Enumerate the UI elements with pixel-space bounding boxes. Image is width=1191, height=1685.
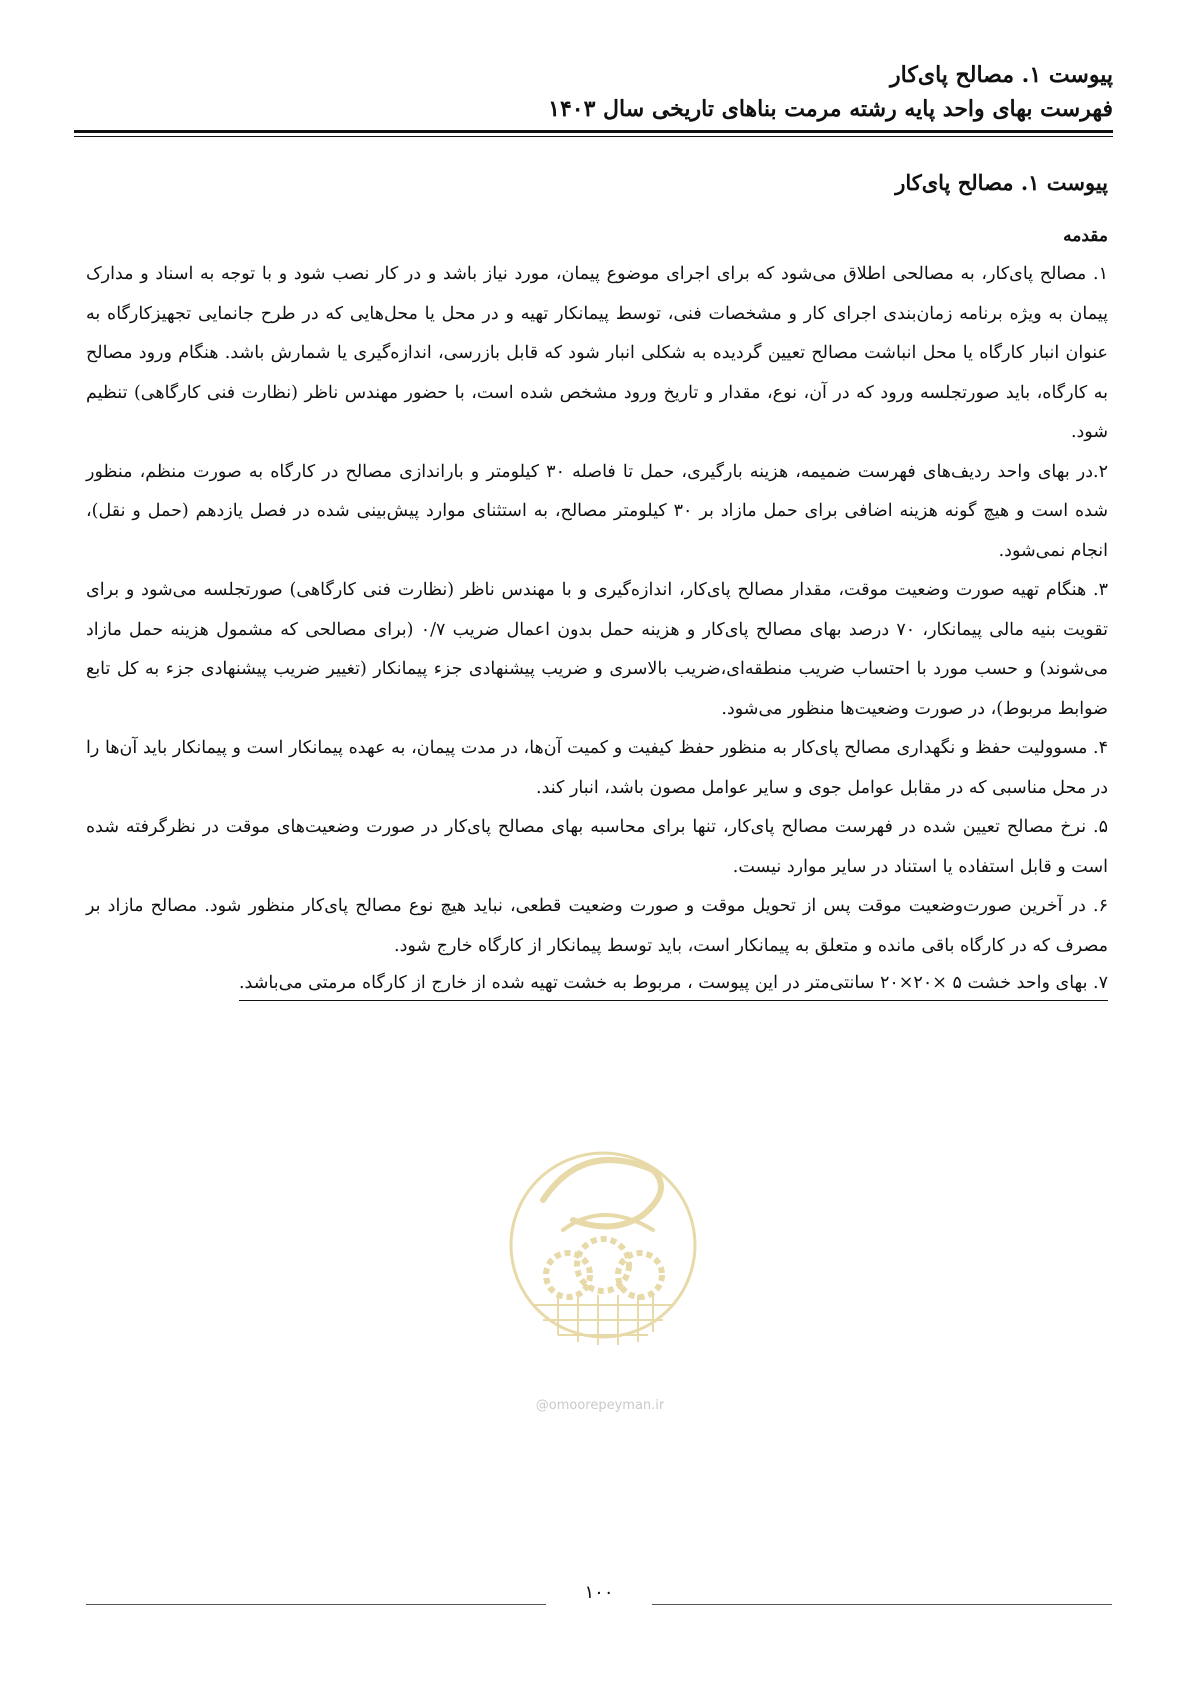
- paragraph-2: ۲.در بهای واحد ردیف‌های فهرست ضمیمه، هزینه بارگیری، حمل تا فاصله ۳۰ کیلومتر و باراندازی مصالح در کارگاه به صورت منظم، منظور شده است و هیچ گونه هزینه اضافی برای حمل مازاد بر ۳۰ کیلومتر مصالح، به استثنای موارد پیش‌بینی شده در فصل یازدهم (حمل و نقل)، انجام نمی‌شود.: [86, 461, 1108, 561]
- paragraph-6: ۶. در آخرین صورت‌وضعیت موقت پس از تحویل موقت و صورت وضعیت قطعی، نباید هیچ نوع مصالح پای‌کار منظور شود. مصالح مازاد بر مصرف که در کارگاه باقی مانده و متعلق به پیمانکار است، باید توسط پیمانکار از کارگاه خارج شود.: [86, 896, 1108, 956]
- main-content: [86, 165, 1108, 1001]
- paragraph-4: ۴. مسوولیت حفظ و نگهداری مصالح پای‌کار به منظور حفظ کیفیت و کمیت آن‌ها، در مدت پیمان، به عهده پیمانکار است و پیمانکار باید آن‌ها را در محل مناسبی که در مقابل عوامل جوی و سایر عوامل مصون باشد، انبار کند.: [86, 738, 1108, 798]
- paragraph-1: ۱. مصالح پای‌کار، به مصالحی اطلاق می‌شود که برای اجرای موضوع پیمان، مورد نیاز باشد و در کار نصب شود و با توجه به اسناد و مدارک پیمان به ویژه برنامه زمان‌بندی اجرای کار و مشخصات فنی، توسط پیمانکار تهیه و در محل یا محل‌هایی که در طرح جانمایی تجهیزکارگاه به عنوان انبار کارگاه یا محل انباشت مصالح تعیین گردیده به شکلی انبار شود که قابل بازرسی، اندازه‌گیری یا شمارش باشد. هنگام ورود مصالح به کارگاه، باید صورتجلسه ورود که در آن، نوع، مقدار و تاریخ ورود مشخص شده است، با حضور مهندس ناظر (نظارت فنی کارگاهی) تنظیم شود.: [86, 264, 1108, 442]
- page-number: ۱۰۰: [584, 1582, 614, 1603]
- paragraph-7: ۷. بهای واحد خشت ۵ ×۲۰×۲۰ سانتی‌متر در این پیوست ، مربوط به خشت تهیه شده از خارج از کارگاه مرمتی می‌باشد.: [239, 966, 1108, 1001]
- section-title: پیوست ۱. مصالح پای‌کار: [895, 170, 1108, 195]
- intro-label: مقدمه: [1063, 226, 1108, 246]
- watermark-logo-icon: [503, 1120, 703, 1370]
- page-header: [74, 58, 1113, 126]
- footer-rule-right: [652, 1604, 1112, 1605]
- footer-rule-left: [86, 1604, 546, 1605]
- header-catalog-title: فهرست بهای واحد پایه رشته مرمت بناهای تاریخی سال ۱۴۰۳: [548, 96, 1113, 122]
- paragraph-3: ۳. هنگام تهیه صورت وضعیت موقت، مقدار مصالح پای‌کار، اندازه‌گیری و با مهندس ناظر (نظارت فنی کارگاهی) صورتجلسه می‌شود و برای تقویت بنیه مالی پیمانکار، ۷۰ درصد بهای مصالح پای‌کار و هزینه حمل بدون اعمال ضریب ۰/۷ (برای مصالحی که مشمول هزینه حمل مازاد می‌شوند) و حسب مورد با احتساب ضریب منطقه‌ای،ضریب بالاسری و ضریب پیشنهادی جزء پیمانکار (تغییر ضریب پیشنهادی جزء به کل تابع ضوابط مربوط)، در صورت وضعیت‌ها منظور می‌شود.: [86, 580, 1108, 719]
- header-rule-thin: [74, 136, 1113, 137]
- paragraph-5: ۵. نرخ مصالح تعیین شده در فهرست مصالح پای‌کار، تنها برای محاسبه بهای مصالح پای‌کار در صورت وضعیت‌های موقت در نظرگرفته شده است و قابل استفاده یا استناد در سایر موارد نیست.: [86, 817, 1108, 877]
- header-appendix-title: پیوست ۱. مصالح پای‌کار: [890, 62, 1113, 88]
- watermark-url: @omoorepeyman.ir: [535, 1398, 665, 1413]
- header-rule-thick: [74, 130, 1113, 133]
